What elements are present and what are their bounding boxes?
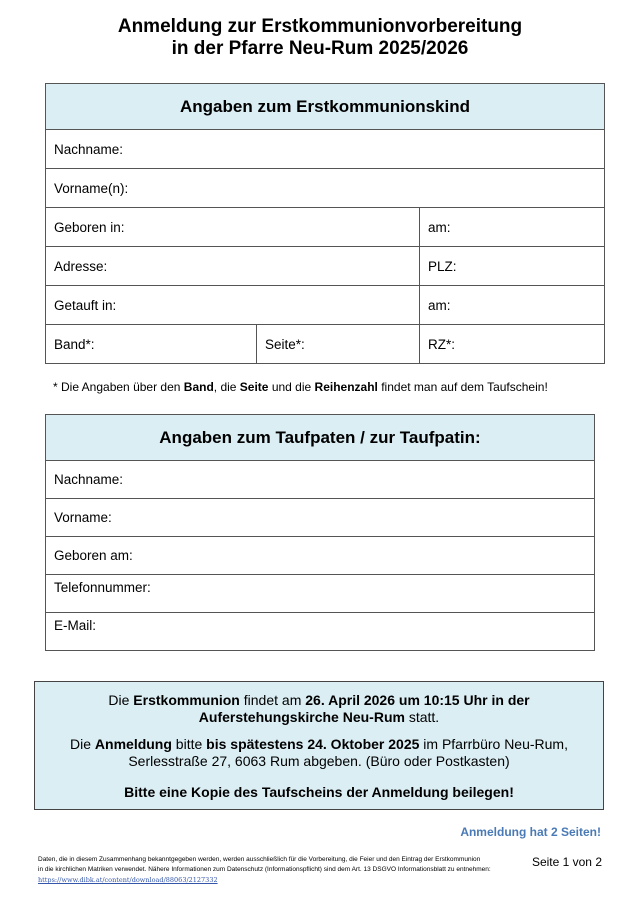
info-line-5: Bitte eine Kopie des Taufscheins der Anmeldung beilegen! — [124, 784, 514, 800]
child-firstname-field[interactable]: Vorname(n): — [46, 169, 605, 208]
two-pages-notice: Anmeldung hat 2 Seiten! — [460, 825, 601, 839]
privacy-line-2: in die kirchlichen Matriken verwendet. Nähere Informationen zum Datenschutz (Informationspflicht) sind dem Art. 13 DSGVO Informationsblatt zu entnehmen: — [38, 866, 491, 873]
godparent-firstname-field[interactable]: Vorname: — [46, 499, 595, 537]
title-line-1: Anmeldung zur Erstkommunionvorbereitung — [117, 16, 523, 37]
child-section-heading: Angaben zum Erstkommunionskind — [46, 84, 605, 130]
godparent-data-table — [45, 414, 595, 651]
child-birthdate-field[interactable]: am: — [420, 208, 605, 247]
child-row-number-field[interactable]: RZ*: — [420, 325, 605, 364]
godparent-lastname-field[interactable]: Nachname: — [46, 461, 595, 499]
godparent-section-heading: Angaben zum Taufpaten / zur Taufpatin: — [46, 415, 595, 461]
info-line-2: Auferstehungskirche Neu-Rum statt. — [198, 709, 440, 725]
child-lastname-field[interactable]: Nachname: — [46, 130, 605, 169]
child-baptism-place-field[interactable]: Getauft in: — [46, 286, 420, 325]
godparent-birthdate-field[interactable]: Geboren am: — [46, 537, 595, 575]
privacy-notice — [38, 855, 508, 886]
child-address-field[interactable]: Adresse: — [46, 247, 420, 286]
info-line-4: Serlesstraße 27, 6063 Rum abgeben. (Büro oder Postkasten) — [128, 753, 510, 769]
child-birthplace-field[interactable]: Geboren in: — [46, 208, 420, 247]
child-zip-field[interactable]: PLZ: — [420, 247, 605, 286]
baptism-certificate-note: * Die Angaben über den Band, die Seite und die Reihenzahl findet man auf dem Taufschein! — [53, 380, 548, 394]
child-page-field[interactable]: Seite*: — [257, 325, 420, 364]
privacy-line-1: Daten, die in diesem Zusammenhang bekanntgegeben werden, werden ausschließlich für die Vorbereitung, die Feier und den Eintrag der Erstkommunion — [38, 856, 481, 863]
child-volume-field[interactable]: Band*: — [46, 325, 257, 364]
page-number: Seite 1 von 2 — [531, 855, 602, 869]
communion-info-box — [34, 681, 604, 810]
child-baptism-date-field[interactable]: am: — [420, 286, 605, 325]
info-line-1: Die Erstkommunion findet am 26. April 2026 um 10:15 Uhr in der — [108, 692, 530, 708]
info-line-3: Die Anmeldung bitte bis spätestens 24. Oktober 2025 im Pfarrbüro Neu-Rum, — [70, 736, 568, 752]
document-title — [0, 16, 640, 60]
title-line-2: in der Pfarre Neu-Rum 2025/2026 — [171, 38, 469, 59]
godparent-email-field[interactable]: E-Mail: — [46, 613, 595, 651]
child-data-table — [45, 83, 605, 364]
privacy-link[interactable]: https://www.dibk.at/content/download/88063/2127332 — [38, 876, 218, 884]
godparent-phone-field[interactable]: Telefonnummer: — [46, 575, 595, 613]
